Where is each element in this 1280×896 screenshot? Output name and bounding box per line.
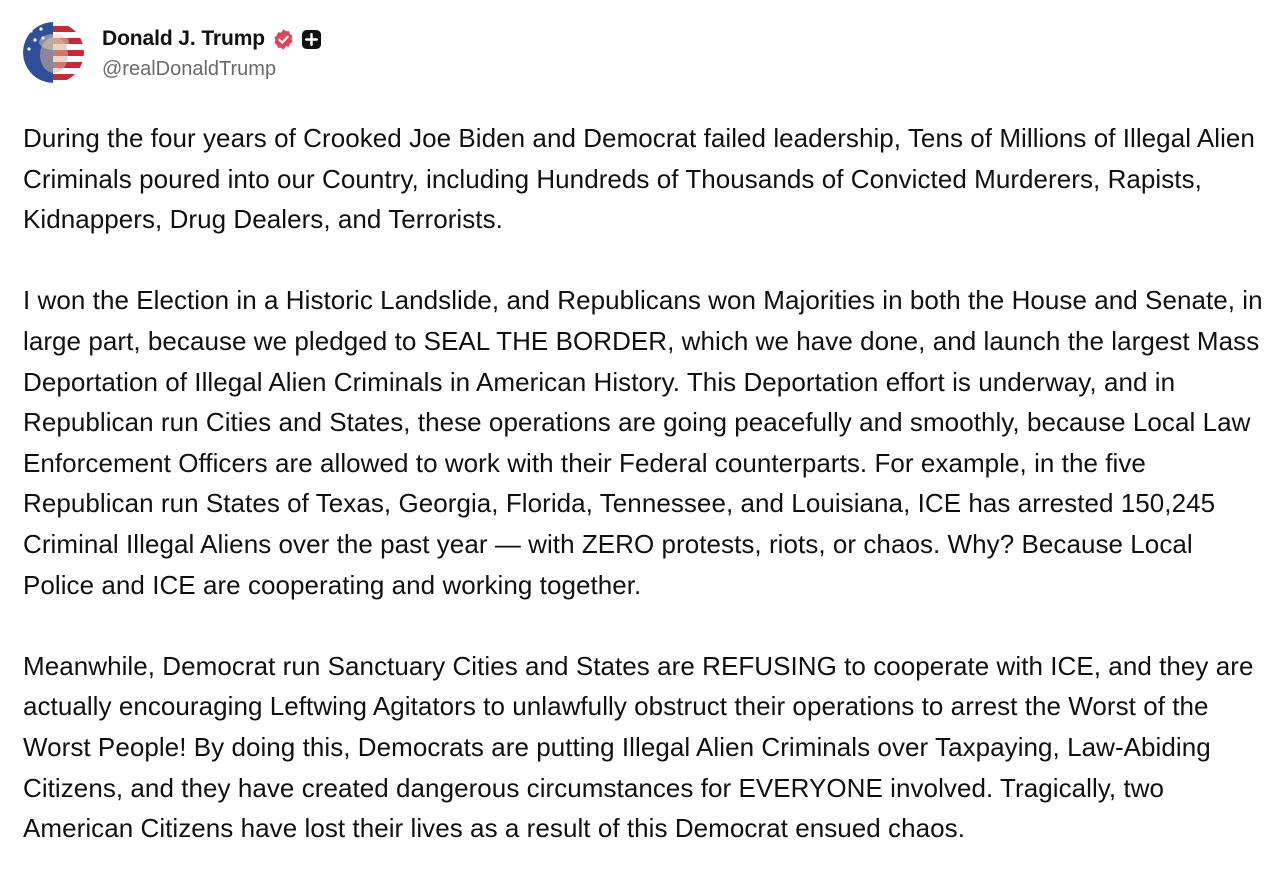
post-paragraph-3: Meanwhile, Democrat run Sanctuary Cities and States are REFUSING to cooperate with ICE, and they are actually encouraging Leftwing Agitators to unlawfully obstruct their operations to arrest the Worst of the Worst People! By doing this, Democrats are putting Illegal Alien Criminals over Taxpaying, Law-Abiding Citizens, and they have created dangerous circumstances for EVERYONE involved. Tragically, two American Citizens have lost their lives as a result of this Democrat ensued chaos. bbox=[23, 650, 1254, 844]
plus-badge-icon bbox=[301, 29, 322, 50]
verified-badge-icon bbox=[272, 28, 295, 51]
author-display-name[interactable]: Donald J. Trump bbox=[102, 27, 266, 50]
post-body bbox=[23, 118, 1263, 889]
post-paragraph-1: During the four years of Crooked Joe Biden and Democrat failed leadership, Tens of Millions of Illegal Alien Criminals poured into our Country, including Hundreds of Thousands of Convicted Murderers, Rapists, Kidnappers, Drug Dealers, and Terrorists. bbox=[23, 123, 1255, 235]
author-identity bbox=[102, 20, 322, 84]
author-name-row bbox=[102, 23, 322, 55]
author-handle[interactable]: @realDonaldTrump bbox=[102, 58, 277, 80]
post-header bbox=[23, 20, 322, 84]
post-paragraph-2: I won the Election in a Historic Landslide, and Republicans won Majorities in both the House and Senate, in large part, because we pledged to SEAL THE BORDER, which we have done, and launch the largest Mass Deportation of Illegal Alien Criminals in American History. This Deportation effort is underway, and in Republican run Cities and States, these operations are going peacefully and smoothly, because Local Law Enforcement Officers are allowed to work with their Federal counterparts. For example, in the five Republican run States of Texas, Georgia, Florida, Tennessee, and Louisiana, ICE has arrested 150,245 Criminal Illegal Aliens over the past year — with ZERO protests, riots, or chaos. Why? Because Local Police and ICE are cooperating and working together. bbox=[23, 285, 1263, 600]
avatar[interactable] bbox=[23, 22, 84, 83]
